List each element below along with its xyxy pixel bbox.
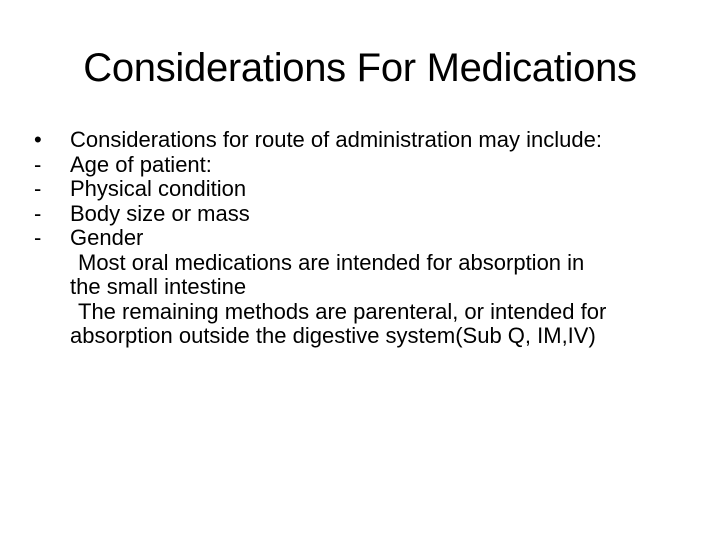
dash-item-age: [30, 153, 710, 178]
dash-item-body-size: [30, 202, 710, 227]
dash-item-gender: [30, 226, 710, 251]
dash-text: Physical condition: [70, 176, 247, 201]
slide-title: Considerations For Medications: [83, 46, 637, 90]
dash-text: Gender: [70, 225, 144, 250]
dash-marker: -: [34, 225, 42, 250]
paragraph-line: The remaining methods are parenteral, or intended for: [78, 298, 607, 324]
dash-text: Body size or mass: [70, 200, 250, 226]
dash-text: Age of patient:: [70, 151, 212, 177]
paragraph-line: the small intestine: [70, 274, 247, 299]
dash-marker: -: [34, 176, 42, 201]
paragraph-oral-medications: [30, 251, 710, 300]
dash-marker: -: [34, 151, 42, 177]
dash-marker: -: [34, 200, 42, 226]
bullet-text: Considerations for route of administration may include:: [70, 127, 602, 152]
dash-item-physical-condition: [30, 177, 710, 202]
paragraph-parenteral: [30, 300, 710, 349]
bullet-item: [30, 128, 710, 153]
paragraph-line: absorption outside the digestive system(Sub Q, IM,IV): [70, 323, 596, 348]
bullet-marker: •: [34, 127, 42, 152]
slide-body: [30, 128, 710, 349]
paragraph-line: Most oral medications are intended for absorption in: [78, 249, 585, 275]
